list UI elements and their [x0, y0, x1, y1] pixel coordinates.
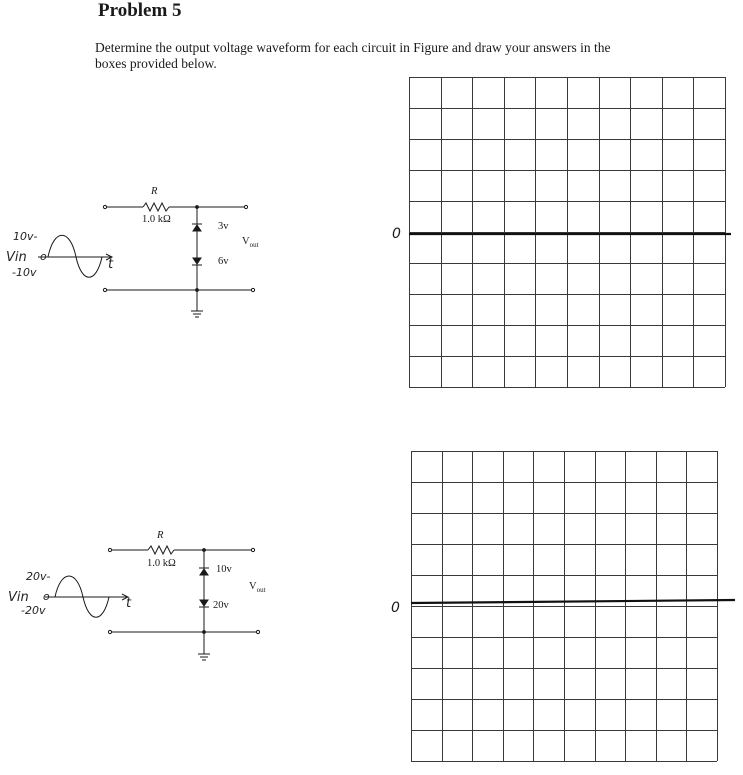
resistor-value-label: 1.0 kΩ [142, 214, 171, 225]
vin-zero-mark: o [43, 590, 50, 603]
graph-zero-label: 0 [392, 226, 401, 242]
vout-label: $V_{out}$ [242, 236, 259, 250]
vout-label: $V_{out}$ [249, 581, 266, 595]
instructions-text: Determine the output voltage waveform for each circuit in Figure and draw your answers in the boxes provided below. [95, 40, 611, 71]
vin-label: Vin [8, 590, 29, 605]
vin-zero-mark: o [40, 250, 47, 263]
graph-zero-label: 0 [391, 600, 400, 616]
answer-grid-1[interactable] [409, 77, 729, 389]
vin-time-axis-label: t [126, 596, 132, 611]
answer-grid-2[interactable] [411, 451, 721, 763]
vin-label: Vin [6, 250, 27, 265]
vin-peak-positive: 10v- [13, 230, 38, 243]
diode-top-label: 10v [216, 564, 232, 575]
vin-peak-negative: -20v [21, 604, 46, 617]
vin-peak-negative: -10v [12, 266, 37, 279]
resistor-symbol-label: R [157, 530, 164, 541]
resistor-symbol-label: R [151, 186, 158, 197]
diode-bottom-label: 6v [218, 256, 229, 267]
problem-title: Problem 5 [98, 0, 182, 21]
resistor-value-label: 1.0 kΩ [147, 558, 176, 569]
vin-time-axis-label: t [108, 257, 114, 272]
diode-top-label: 3v [218, 221, 229, 232]
diode-bottom-label: 20v [213, 600, 229, 611]
vin-peak-positive: 20v- [26, 570, 51, 583]
